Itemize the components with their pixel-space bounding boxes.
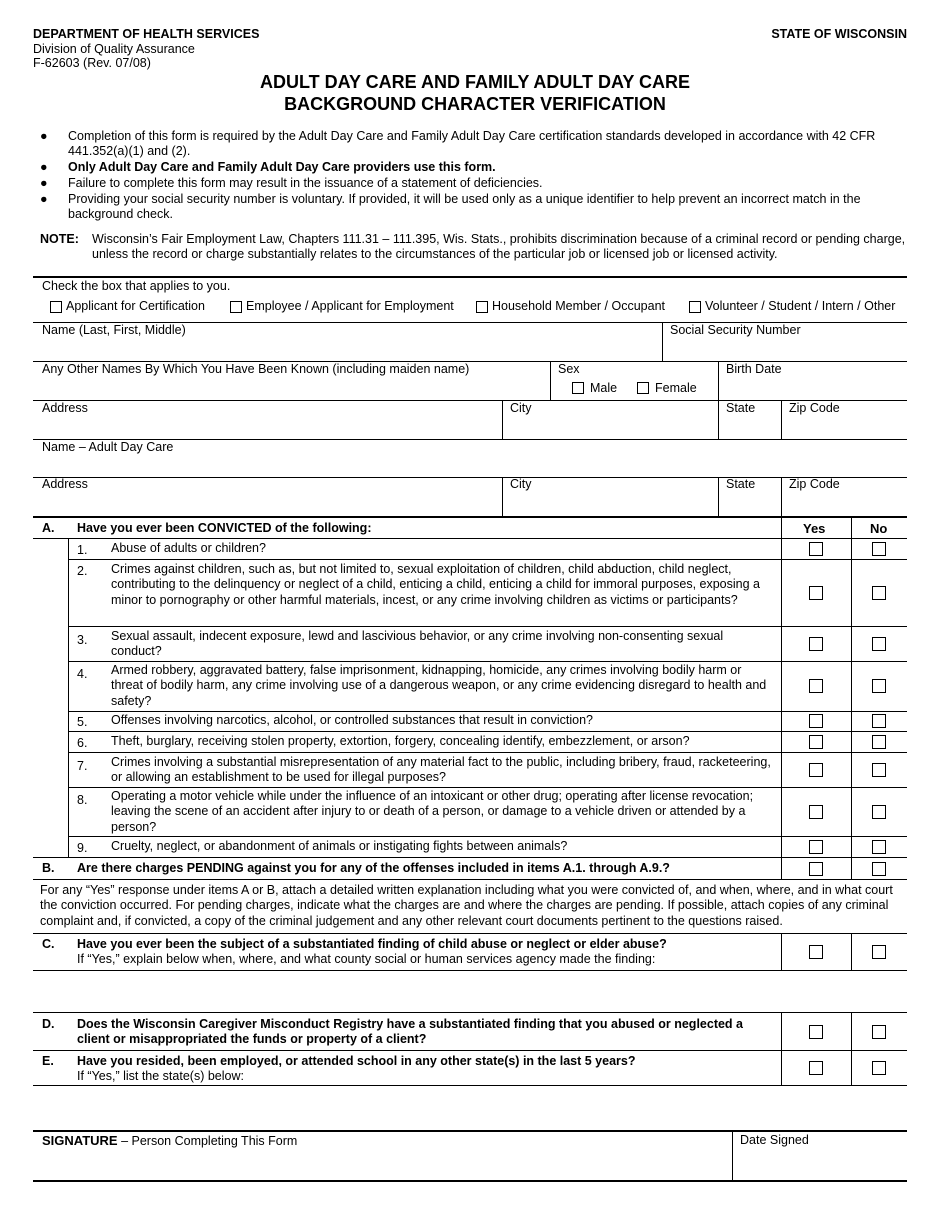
- item-9-number: 9.: [77, 841, 88, 855]
- item-2-text: Crimes against children, such as, but not limited to, sexual exploitation of children, child abduction, child neglect, contributing to the delinquency or neglect of a child, enticing a child, enticing a child for immoral purposes, exposing a minor to pornography or other harmful materials, incest, or any crime involving children as victims or participants?: [111, 562, 760, 607]
- divider: [68, 752, 907, 753]
- item-5-text: Offenses involving narcotics, alcohol, or controlled substances that result in conviction?: [111, 713, 593, 727]
- section-e-question: Have you resided, been employed, or attended school in any other state(s) in the last 5 years?: [77, 1054, 636, 1068]
- name-field-label: Name (Last, First, Middle): [42, 323, 186, 337]
- item-7-number: 7.: [77, 759, 88, 773]
- volunteer-checkbox[interactable]: [689, 301, 701, 313]
- adc-state-label: State: [726, 477, 756, 491]
- divider: [68, 538, 69, 858]
- state-label: State: [726, 401, 756, 415]
- item-1-no-checkbox[interactable]: [872, 542, 886, 556]
- sex-label: Sex: [558, 362, 580, 376]
- address-label: Address: [42, 401, 88, 415]
- divider: [550, 361, 551, 400]
- item-6-yes-checkbox[interactable]: [809, 735, 823, 749]
- section-d-letter: D.: [42, 1017, 55, 1031]
- divider: [718, 477, 719, 516]
- divider: [68, 711, 907, 712]
- item-1-text: Abuse of adults or children?: [111, 541, 266, 555]
- explanation-text: For any “Yes” response under items A or B, attach a detailed written explanation including what you were convicted of, and when, where, and in what court the conviction occurred. For pending charges, indicate what the charges are and where the charges are pending. If possible, attach copies of any criminal complaint and, if convicted, a copy of the criminal judgement and any other relevant court documents pertinent to the questions raised.: [40, 883, 893, 928]
- female-label: Female: [655, 381, 697, 395]
- section-c-letter: C.: [42, 937, 55, 951]
- section-b-letter: B.: [42, 861, 55, 875]
- bullet-icon: ●: [40, 192, 48, 206]
- divider: [851, 517, 852, 879]
- item-6-number: 6.: [77, 736, 88, 750]
- item-4-no-checkbox[interactable]: [872, 679, 886, 693]
- item-1-number: 1.: [77, 543, 88, 557]
- divider: [68, 559, 907, 560]
- section-e-yes-checkbox[interactable]: [809, 1061, 823, 1075]
- adc-city-label: City: [510, 477, 532, 491]
- yes-header: Yes: [803, 521, 826, 536]
- item-4-text: Armed robbery, aggravated battery, false imprisonment, kidnapping, homicide, any crimes involving bodily harm or threat of bodily harm, any crime involving use of a dangerous weapon, or any crime evidencing disregard to health and safety?: [111, 663, 767, 708]
- section-c-subtext: If “Yes,” explain below when, where, and what county social or human services agency made the finding:: [77, 952, 656, 966]
- divider: [68, 661, 907, 662]
- household-label: Household Member / Occupant: [492, 299, 666, 313]
- item-2-number: 2.: [77, 564, 88, 578]
- female-checkbox[interactable]: [637, 382, 649, 394]
- section-b-yes-checkbox[interactable]: [809, 862, 823, 876]
- section-b-question: Are there charges PENDING against you for any of the offenses included in items A.1. through A.9.?: [77, 861, 670, 875]
- item-5-number: 5.: [77, 715, 88, 729]
- male-label: Male: [590, 381, 618, 395]
- divider: [33, 1012, 907, 1013]
- instruction-1: Completion of this form is required by the Adult Day Care and Family Adult Day Care certification standards developed in accordance with 42 CFR 441.352(a)(1) and (2).: [68, 129, 876, 158]
- divider: [502, 400, 503, 439]
- item-1-yes-checkbox[interactable]: [809, 542, 823, 556]
- zip-label: Zip Code: [789, 401, 840, 415]
- city-label: City: [510, 401, 532, 415]
- divider: [68, 836, 907, 837]
- divider: [781, 477, 782, 516]
- item-6-text: Theft, burglary, receiving stolen property, extortion, forgery, concealing identify, embezzlement, or arson?: [111, 734, 690, 748]
- divider: [33, 516, 907, 518]
- divider: [68, 731, 907, 732]
- divider: [33, 879, 907, 880]
- form-title-line2: BACKGROUND CHARACTER VERIFICATION: [284, 94, 666, 114]
- divider: [33, 477, 907, 478]
- item-3-text: Sexual assault, indecent exposure, lewd and lascivious behavior, or any crime involving non-consenting sexual conduct?: [111, 629, 724, 659]
- department-name: DEPARTMENT OF HEALTH SERVICES: [33, 27, 260, 41]
- no-header: No: [870, 521, 888, 536]
- employee-label: Employee / Applicant for Employment: [246, 299, 454, 313]
- section-c-yes-checkbox[interactable]: [809, 945, 823, 959]
- note-text: Wisconsin’s Fair Employment Law, Chapters 111.31 – 111.395, Wis. Stats., prohibits discrimination because of a criminal record or pending charge, unless the record or charge substantially relates to the circumstances of the particular job or licensed job or licensed activity.: [92, 232, 906, 261]
- item-8-no-checkbox[interactable]: [872, 805, 886, 819]
- divider: [33, 970, 907, 971]
- instruction-2: Only Adult Day Care and Family Adult Day Care providers use this form.: [68, 160, 496, 174]
- household-checkbox[interactable]: [476, 301, 488, 313]
- divider: [33, 1085, 907, 1086]
- item-7-yes-checkbox[interactable]: [809, 763, 823, 777]
- divider: [851, 1012, 852, 1085]
- section-e-letter: E.: [42, 1054, 54, 1068]
- divider: [68, 787, 907, 788]
- section-c-question: Have you ever been the subject of a substantiated finding of child abuse or neglect or elder abuse?: [77, 937, 667, 951]
- divider: [33, 538, 907, 539]
- item-8-yes-checkbox[interactable]: [809, 805, 823, 819]
- divider: [781, 400, 782, 439]
- adc-zip-label: Zip Code: [789, 477, 840, 491]
- section-c-no-checkbox[interactable]: [872, 945, 886, 959]
- form-title-line1: ADULT DAY CARE AND FAMILY ADULT DAY CARE: [259, 72, 691, 92]
- divider: [662, 322, 663, 361]
- divider: [33, 933, 907, 934]
- divider: [732, 1131, 733, 1181]
- volunteer-label: Volunteer / Student / Intern / Other: [705, 299, 896, 313]
- item-7-no-checkbox[interactable]: [872, 763, 886, 777]
- section-b-no-checkbox[interactable]: [872, 862, 886, 876]
- note-label: NOTE:: [40, 232, 79, 246]
- divider: [33, 400, 907, 401]
- signature-label: SIGNATURE: [42, 1133, 118, 1148]
- item-5-no-checkbox[interactable]: [872, 714, 886, 728]
- applicant-label: Applicant for Certification: [66, 299, 205, 313]
- applicant-checkbox[interactable]: [50, 301, 62, 313]
- male-checkbox[interactable]: [572, 382, 584, 394]
- divider: [33, 1130, 907, 1132]
- signature-sublabel: – Person Completing This Form: [117, 1134, 298, 1148]
- other-names-label: Any Other Names By Which You Have Been Known (including maiden name): [42, 362, 470, 376]
- bullet-icon: ●: [40, 160, 48, 174]
- divider: [33, 857, 907, 858]
- divider: [781, 517, 782, 879]
- division-name: Division of Quality Assurance: [33, 42, 195, 56]
- item-9-no-checkbox[interactable]: [872, 840, 886, 854]
- section-d-yes-checkbox[interactable]: [809, 1025, 823, 1039]
- birth-date-label: Birth Date: [726, 362, 782, 376]
- item-5-yes-checkbox[interactable]: [809, 714, 823, 728]
- item-8-text: Operating a motor vehicle while under the influence of an intoxicant or other drug; operating after license revocation; leaving the scene of an accident after injury to or death of a person, or damage to a vehicle driven or attended by a person?: [111, 789, 754, 834]
- date-signed-label: Date Signed: [740, 1133, 809, 1147]
- item-7-text: Crimes involving a substantial misrepresentation of any material fact to the public, including bribery, fraud, racketeering, or allowing an establishment to be used for illegal purposes?: [111, 755, 771, 785]
- section-d-no-checkbox[interactable]: [872, 1025, 886, 1039]
- section-a-question: Have you ever been CONVICTED of the following:: [77, 521, 372, 535]
- section-e-subtext: If “Yes,” list the state(s) below:: [77, 1069, 244, 1083]
- divider: [502, 477, 503, 516]
- divider: [33, 276, 907, 278]
- instruction-3: Failure to complete this form may result in the issuance of a statement of deficiencies.: [68, 176, 543, 190]
- applies-prompt: Check the box that applies to you.: [42, 279, 231, 293]
- bullet-icon: ●: [40, 129, 48, 143]
- item-2-no-checkbox[interactable]: [872, 586, 886, 600]
- adc-name-label: Name – Adult Day Care: [42, 440, 174, 454]
- ssn-field-label: Social Security Number: [670, 323, 801, 337]
- employee-checkbox[interactable]: [230, 301, 242, 313]
- item-8-number: 8.: [77, 793, 88, 807]
- item-3-no-checkbox[interactable]: [872, 637, 886, 651]
- divider: [851, 933, 852, 970]
- bullet-icon: ●: [40, 176, 48, 190]
- instruction-4: Providing your social security number is voluntary. If provided, it will be used only as a unique identifier to help prevent an incorrect match in the background check.: [68, 192, 861, 221]
- item-2-yes-checkbox[interactable]: [809, 586, 823, 600]
- section-a-letter: A.: [42, 521, 55, 535]
- divider: [68, 626, 907, 627]
- divider: [33, 1050, 907, 1051]
- item-4-yes-checkbox[interactable]: [809, 679, 823, 693]
- form-number: F-62603 (Rev. 07/08): [33, 56, 151, 70]
- section-d-question: Does the Wisconsin Caregiver Misconduct Registry have a substantiated finding that you abused or neglected a client or misappropriated the funds or property of a client?: [77, 1017, 743, 1047]
- divider: [33, 1180, 907, 1182]
- section-e-no-checkbox[interactable]: [872, 1061, 886, 1075]
- item-3-number: 3.: [77, 633, 88, 647]
- divider: [781, 1012, 782, 1085]
- signature-field[interactable]: [42, 1133, 297, 1149]
- divider: [781, 933, 782, 970]
- state-name: STATE OF WISCONSIN: [771, 27, 907, 41]
- item-6-no-checkbox[interactable]: [872, 735, 886, 749]
- adc-address-label: Address: [42, 477, 88, 491]
- item-3-yes-checkbox[interactable]: [809, 637, 823, 651]
- item-9-text: Cruelty, neglect, or abandonment of animals or instigating fights between animals?: [111, 839, 568, 853]
- item-4-number: 4.: [77, 667, 88, 681]
- item-9-yes-checkbox[interactable]: [809, 840, 823, 854]
